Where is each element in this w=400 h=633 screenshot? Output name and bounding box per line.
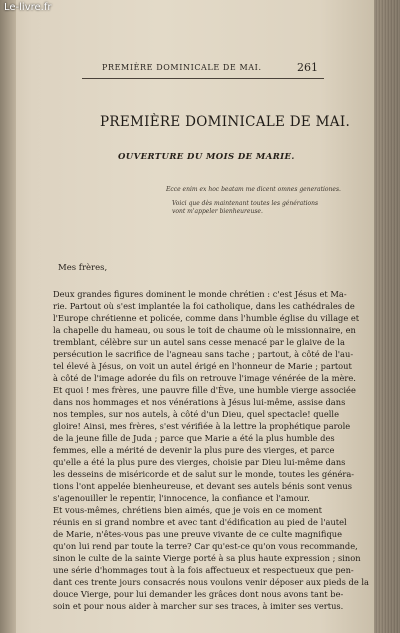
body-text (53, 288, 369, 612)
chapter-title: PREMIÈRE DOMINICALE DE MAI. (100, 114, 351, 130)
body-line: nos temples, sur nos autels, à côté d'un Dieu, quel spectacle! quelle (53, 409, 339, 419)
epigraph-french: Voici que dès maintenant toutes les générations vont m'appeler bienheureuse. (172, 200, 319, 215)
body-line: tremblant, célèbre sur un autel sans cesse menacé par le glaive de la (53, 337, 345, 347)
body-line: une série d'hommages tout à la fois affectueux et respectueux que pen- (53, 565, 354, 575)
page-number: 261 (297, 61, 318, 74)
book-page-edges (374, 0, 400, 633)
body-line: rie. Partout où s'est implantée la foi catholique, dans les cathédrales de (53, 301, 355, 311)
body-line: l'Europe chrétienne et policée, comme dans l'humble église du village et (53, 313, 360, 323)
body-line: Deux grandes figures dominent le monde chrétien : c'est Jésus et Ma- (53, 289, 347, 299)
body-line: à côté de l'image adorée du fils on retrouve l'image vénérée de la mère. (53, 373, 356, 383)
page-gutter-shadow (0, 0, 16, 633)
body-line: de Marie, n'êtes-vous pas une preuve vivante de ce culte magnifique (53, 529, 343, 539)
body-line: les desseins de miséricorde et de salut sur le monde, toutes les généra- (53, 469, 355, 479)
body-line: sinon le culte de la sainte Vierge porté à sa plus haute expression ; sinon (53, 553, 361, 563)
body-line: femmes, elle a mérité de devenir la plus pure des vierges, et parce (53, 445, 335, 455)
body-line: la chapelle du hameau, ou sous le toit de chaume où le missionnaire, en (53, 325, 356, 335)
body-line: s'agenouiller le repentir, l'innocence, la confiance et l'amour. (53, 493, 310, 503)
chapter-subtitle: OUVERTURE DU MOIS DE MARIE. (118, 152, 295, 162)
body-line: qu'on lui rend par toute la terre? Car qu'est-ce qu'on vous recommande, (53, 541, 358, 551)
salutation: Mes frères, (58, 263, 108, 273)
header-rule (82, 78, 324, 79)
body-line: persécution le sacrifice de l'agneau sans tache ; partout, à côté de l'au- (53, 349, 354, 359)
body-line: qu'elle a été la plus pure des vierges, choisie par Dieu lui-même dans (53, 457, 346, 467)
body-line: tions l'ont appelée bienheureuse, et devant ses autels bénis sont venus (53, 481, 352, 491)
body-line: gloire! Ainsi, mes frères, s'est vérifiée à la lettre la prophétique parole (53, 421, 351, 431)
running-head: PREMIÈRE DOMINICALE DE MAI. (102, 63, 262, 72)
body-line: tel élevé à Jésus, on voit un autel érigé en l'honneur de Marie ; partout (53, 361, 352, 371)
body-line: dant ces trente jours consacrés nous voulons venir déposer aux pieds de la (53, 577, 369, 587)
body-line: réunis en si grand nombre et avec tant d'édification au pied de l'autel (53, 517, 347, 527)
watermark: Le-livre.fr (4, 2, 52, 13)
body-line: dans nos hommages et nos vénérations à Jésus lui-même, assise dans (53, 397, 346, 407)
epigraph-latin: Ecce enim ex hoc beatam me dicent omnes generationes. (166, 186, 341, 193)
body-line: de la jeune fille de Juda ; parce que Marie a été la plus humble des (53, 433, 335, 443)
body-line: Et quoi ! mes frères, une pauvre fille d'Ève, une humble vierge associée (53, 385, 356, 395)
body-line: Et vous-mêmes, chrétiens bien aimés, que je vois en ce moment (53, 505, 322, 515)
body-line: soin et pour nous aider à marcher sur ses traces, à imiter ses vertus. (53, 601, 344, 611)
body-line: douce Vierge, pour lui demander les grâces dont nous avons tant be- (53, 589, 344, 599)
